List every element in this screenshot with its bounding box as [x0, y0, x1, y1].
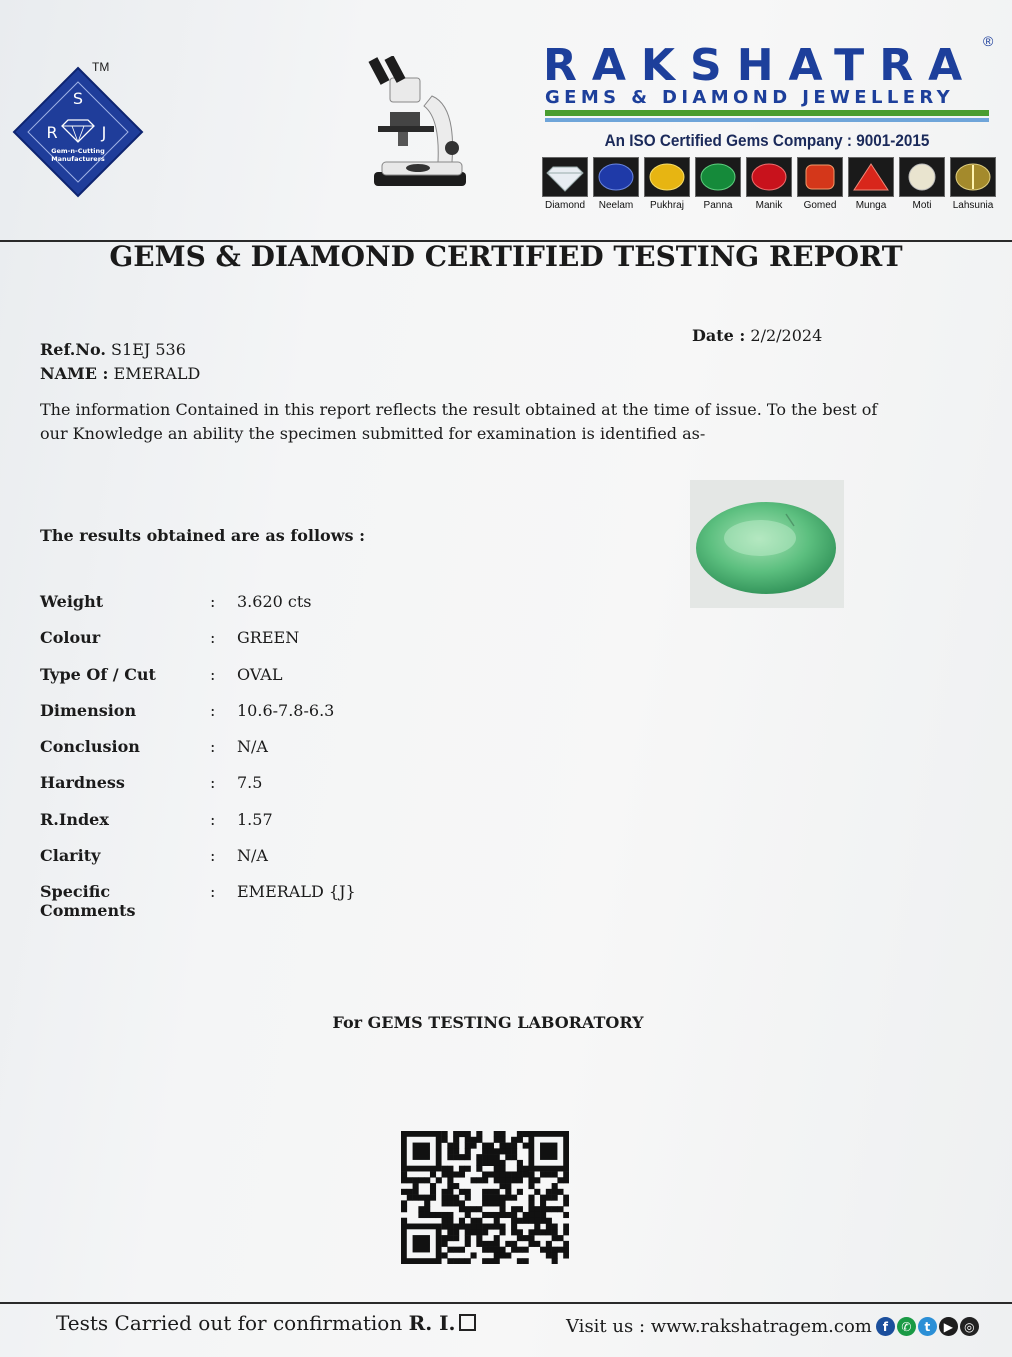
property-label: Clarity	[40, 846, 101, 866]
gem-lahsunia: Lahsunia	[949, 157, 997, 211]
blue-divider	[545, 118, 989, 122]
registered-mark: ®	[983, 33, 994, 49]
property-row: Hardness : 7.5	[40, 773, 263, 793]
property-value: N/A	[237, 737, 268, 757]
property-row: Specific Comments : EMERALD {J}	[40, 882, 356, 921]
property-row: Dimension : 10.6-7.8-6.3	[40, 700, 335, 720]
date-value: 2/2/2024	[750, 326, 823, 345]
website-link[interactable]: Visit us : www.rakshatragem.com	[566, 1316, 872, 1337]
property-label: Conclusion	[40, 737, 140, 757]
report-date	[692, 326, 822, 345]
property-row: Weight : 3.620 cts	[40, 592, 312, 611]
property-value: 1.57	[237, 809, 273, 829]
ref-label: Ref.No.	[40, 340, 106, 359]
whatsapp-icon[interactable]: ✆	[897, 1317, 916, 1336]
property-value: N/A	[237, 846, 268, 866]
property-row: Conclusion : N/A	[40, 737, 268, 757]
trademark-mark: TM	[92, 60, 110, 74]
lab-signature: For GEMS TESTING LABORATORY	[332, 1013, 644, 1032]
name-value: EMERALD	[113, 364, 201, 383]
gem-strip	[541, 157, 997, 211]
property-label: Specific Comments	[40, 882, 136, 921]
gem-manik: Manik	[745, 157, 793, 211]
brand-name: RAKSHATRA	[543, 40, 978, 91]
property-label: Dimension	[40, 700, 137, 720]
footer-note-bold: R. I.	[408, 1311, 456, 1335]
footer-note	[56, 1311, 476, 1335]
property-row: R.Index : 1.57	[40, 809, 273, 829]
report-title: GEMS & DIAMOND CERTIFIED TESTING REPORT	[109, 240, 903, 273]
property-row: Colour : GREEN	[40, 628, 300, 648]
property-value: OVAL	[237, 664, 283, 684]
svg-text:R: R	[46, 123, 58, 142]
youtube-icon[interactable]: ▶	[939, 1317, 958, 1336]
qr-code[interactable]	[401, 1131, 569, 1264]
results-heading: The results obtained are as follows :	[40, 526, 365, 545]
gem-pukhraj: Pukhraj	[643, 157, 691, 211]
emerald-photo	[690, 480, 844, 608]
twitter-icon[interactable]: t	[918, 1317, 937, 1336]
property-row: Type Of / Cut : OVAL	[40, 664, 283, 684]
property-value: 10.6-7.8-6.3	[237, 700, 335, 720]
svg-text:J: J	[101, 123, 107, 142]
srj-logo	[12, 60, 152, 200]
name-label: NAME :	[40, 364, 109, 383]
report-disclaimer: The information Contained in this report reflects the result obtained at the time of issue. To the best of our Knowledge an ability the specimen submitted for examination is identified as-	[40, 400, 878, 443]
gem-diamond: Diamond	[541, 157, 589, 211]
property-row: Clarity : N/A	[40, 846, 268, 866]
property-value: 3.620 cts	[237, 592, 312, 611]
footer-divider	[0, 1302, 1012, 1304]
property-label: Hardness	[40, 773, 125, 793]
property-label: Weight	[40, 592, 104, 611]
brand-tagline: GEMS & DIAMOND JEWELLERY	[545, 87, 955, 108]
social-icons	[876, 1317, 981, 1336]
reference-number	[40, 340, 186, 359]
gem-panna: Panna	[694, 157, 742, 211]
svg-text:Gem-n-Cutting: Gem-n-Cutting	[51, 147, 105, 155]
instagram-icon[interactable]: ◎	[960, 1317, 979, 1336]
gem-neelam: Neelam	[592, 157, 640, 211]
iso-certification: An ISO Certified Gems Company : 9001-2015	[604, 131, 930, 150]
gem-moti: Moti	[898, 157, 946, 211]
microscope-icon	[360, 56, 470, 191]
gem-munga: Munga	[847, 157, 895, 211]
property-label: R.Index	[40, 809, 109, 829]
facebook-icon[interactable]: f	[876, 1317, 895, 1336]
footer-note-text: Tests Carried out for confirmation	[56, 1311, 403, 1335]
property-value: 7.5	[237, 773, 263, 793]
property-label: Type Of / Cut	[40, 664, 156, 684]
ref-value: S1EJ 536	[111, 340, 186, 359]
gem-gomed: Gomed	[796, 157, 844, 211]
green-divider	[545, 110, 989, 116]
property-value: EMERALD {J}	[237, 882, 356, 902]
date-label: Date :	[692, 326, 746, 345]
footer-website	[566, 1316, 981, 1337]
property-label: Colour	[40, 628, 101, 648]
results-table	[40, 592, 356, 919]
specimen-name	[40, 364, 200, 383]
property-value: GREEN	[237, 628, 300, 648]
confirmation-checkbox	[459, 1314, 476, 1331]
svg-text:Manufacturers: Manufacturers	[51, 155, 105, 163]
svg-text:S: S	[72, 89, 84, 108]
